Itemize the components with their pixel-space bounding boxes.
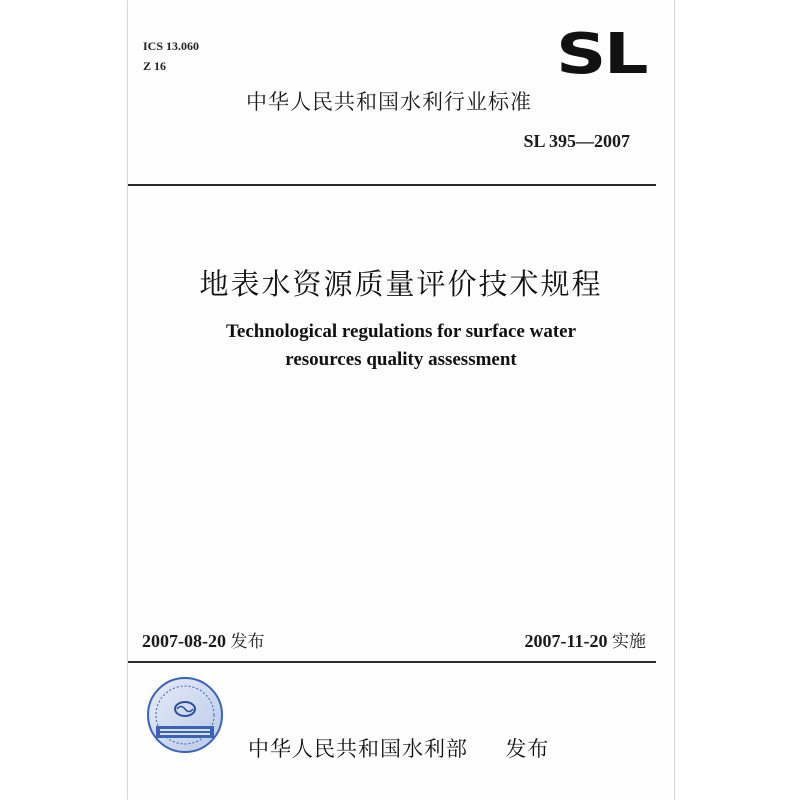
english-title-line-1: Technological regulations for surface water (225, 321, 577, 342)
issued-label: 发布 (230, 632, 265, 652)
issued-date-value: 2007-08-20 (142, 631, 226, 651)
sl-logo: SL (555, 22, 646, 87)
top-divider (128, 184, 656, 186)
classification-block (143, 36, 199, 76)
publisher-label: 发布 (505, 737, 550, 761)
effective-date-value: 2007-11-20 (524, 631, 608, 651)
bottom-divider (128, 661, 656, 663)
effective-label: 实施 (612, 632, 646, 652)
document-title-english (128, 318, 674, 374)
publisher-name: 中华人民共和国水利部 (248, 737, 468, 761)
publisher (248, 733, 549, 763)
document-title-chinese: 地表水资源质量评价技术规程 (199, 267, 603, 301)
ics-code: ICS 13.060 (143, 39, 200, 53)
standard-number: SL 395—2007 (523, 131, 630, 151)
classification-code: Z 16 (143, 59, 167, 73)
document-cover (127, 0, 675, 800)
anti-counterfeit-seal-icon (146, 676, 224, 754)
industry-standard-title: 中华人民共和国水利行业标准 (246, 90, 532, 114)
issued-date (142, 627, 265, 652)
english-title-line-2: resources quality assessment (285, 349, 517, 370)
effective-date (525, 627, 647, 652)
